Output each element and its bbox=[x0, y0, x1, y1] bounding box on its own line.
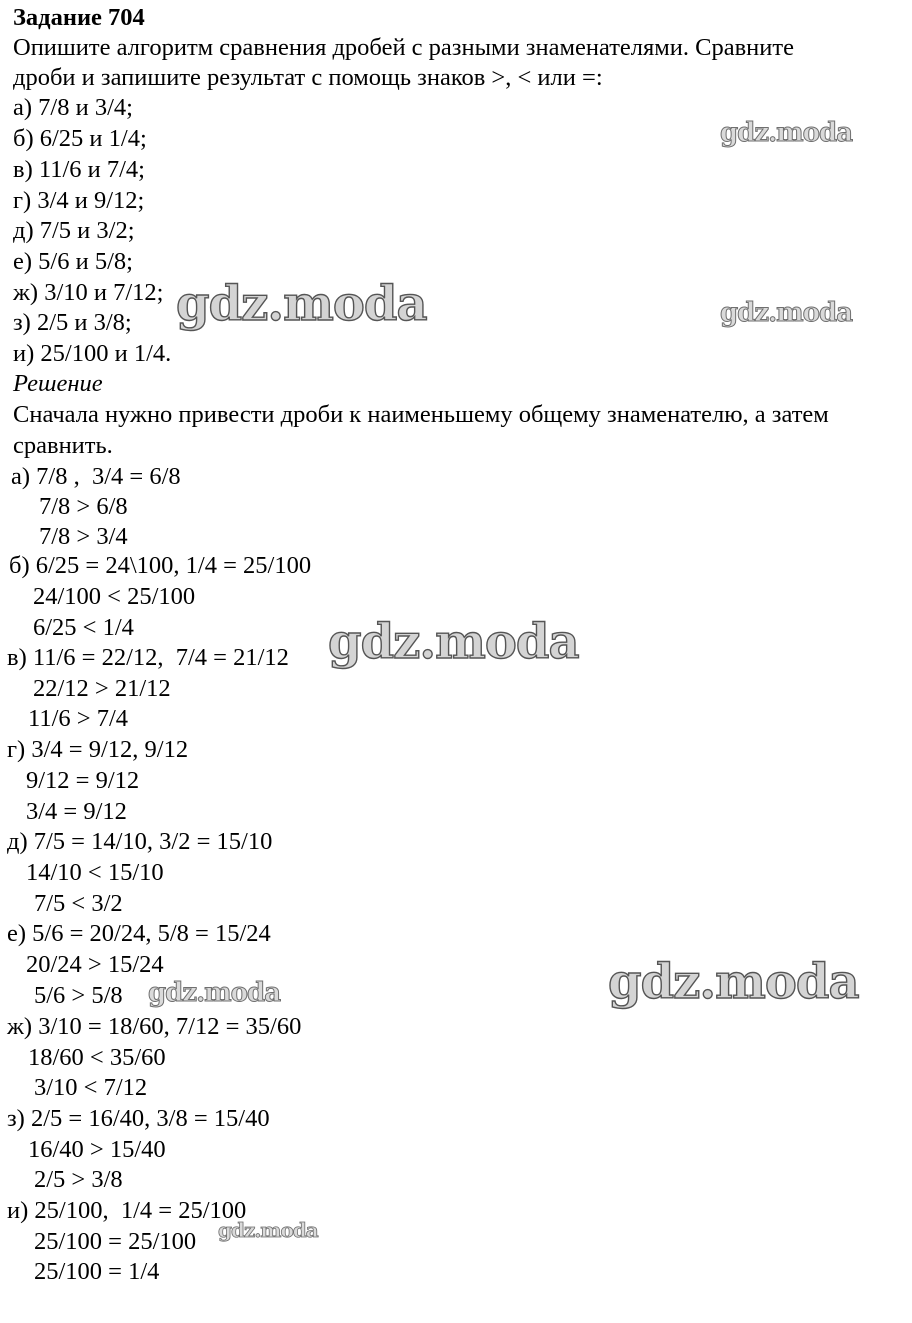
watermark: gdz.moda bbox=[218, 1218, 318, 1242]
watermark: gdz.moda bbox=[720, 298, 853, 328]
solution-line: 3/10 < 7/12 bbox=[34, 1074, 148, 1101]
solution-line: 3/4 = 9/12 bbox=[26, 798, 127, 825]
solution-line: г) 3/4 = 9/12, 9/12 bbox=[7, 736, 189, 763]
solution-line: з) 2/5 = 16/40, 3/8 = 15/40 bbox=[7, 1105, 270, 1132]
solution-line: 24/100 < 25/100 bbox=[33, 583, 196, 610]
solution-line: 6/25 < 1/4 bbox=[33, 614, 134, 641]
watermark: gdz.moda bbox=[176, 276, 427, 332]
solution-line: 7/8 > 6/8 bbox=[39, 493, 128, 520]
task-item: з) 2/5 и 3/8; bbox=[13, 309, 132, 336]
solution-line: 11/6 > 7/4 bbox=[28, 705, 129, 732]
solution-intro-line-2: сравнить. bbox=[13, 432, 113, 459]
solution-line: в) 11/6 = 22/12, 7/4 = 21/12 bbox=[7, 644, 289, 671]
watermark: gdz.moda bbox=[608, 954, 859, 1010]
solution-line: 14/10 < 15/10 bbox=[26, 859, 164, 886]
solution-line: 18/60 < 35/60 bbox=[28, 1044, 166, 1071]
task-text-line-1: Опишите алгоритм сравнения дробей с разными знаменателями. Сравните bbox=[13, 34, 794, 61]
solution-line: 2/5 > 3/8 bbox=[34, 1166, 123, 1193]
solution-line: е) 5/6 = 20/24, 5/8 = 15/24 bbox=[7, 920, 271, 947]
watermark: gdz.moda bbox=[328, 614, 579, 670]
task-text-line-2: дроби и запишите результат с помощь знаков >, < или =: bbox=[13, 64, 603, 91]
task-title: Задание 704 bbox=[13, 4, 145, 31]
solution-line: 22/12 > 21/12 bbox=[33, 675, 171, 702]
solution-line: д) 7/5 = 14/10, 3/2 = 15/10 bbox=[7, 828, 273, 855]
solution-line: 25/100 = 1/4 bbox=[34, 1258, 160, 1285]
watermark: gdz.moda bbox=[148, 978, 281, 1008]
solution-line: а) 7/8 , 3/4 = 6/8 bbox=[11, 463, 181, 490]
solution-line: 25/100 = 25/100 bbox=[34, 1228, 197, 1255]
solution-label: Решение bbox=[13, 370, 103, 397]
task-item: и) 25/100 и 1/4. bbox=[13, 340, 172, 367]
solution-line: 7/8 > 3/4 bbox=[39, 523, 128, 550]
solution-line: 5/6 > 5/8 bbox=[34, 982, 123, 1009]
solution-line: ж) 3/10 = 18/60, 7/12 = 35/60 bbox=[7, 1013, 302, 1040]
task-item: е) 5/6 и 5/8; bbox=[13, 248, 133, 275]
solution-line: б) 6/25 = 24\100, 1/4 = 25/100 bbox=[9, 552, 312, 579]
solution-line: 20/24 > 15/24 bbox=[26, 951, 164, 978]
solution-line: 9/12 = 9/12 bbox=[26, 767, 140, 794]
task-item: г) 3/4 и 9/12; bbox=[13, 187, 145, 214]
solution-intro-line-1: Сначала нужно привести дроби к наименьшему общему знаменателю, а затем bbox=[13, 401, 829, 428]
solution-line: 7/5 < 3/2 bbox=[34, 890, 123, 917]
task-item: в) 11/6 и 7/4; bbox=[13, 156, 145, 183]
task-item: д) 7/5 и 3/2; bbox=[13, 217, 135, 244]
task-item: а) 7/8 и 3/4; bbox=[13, 94, 133, 121]
solution-line: и) 25/100, 1/4 = 25/100 bbox=[7, 1197, 247, 1224]
task-item: б) 6/25 и 1/4; bbox=[13, 125, 147, 152]
watermark: gdz.moda bbox=[720, 118, 853, 148]
task-item: ж) 3/10 и 7/12; bbox=[13, 279, 164, 306]
solution-line: 16/40 > 15/40 bbox=[28, 1136, 166, 1163]
